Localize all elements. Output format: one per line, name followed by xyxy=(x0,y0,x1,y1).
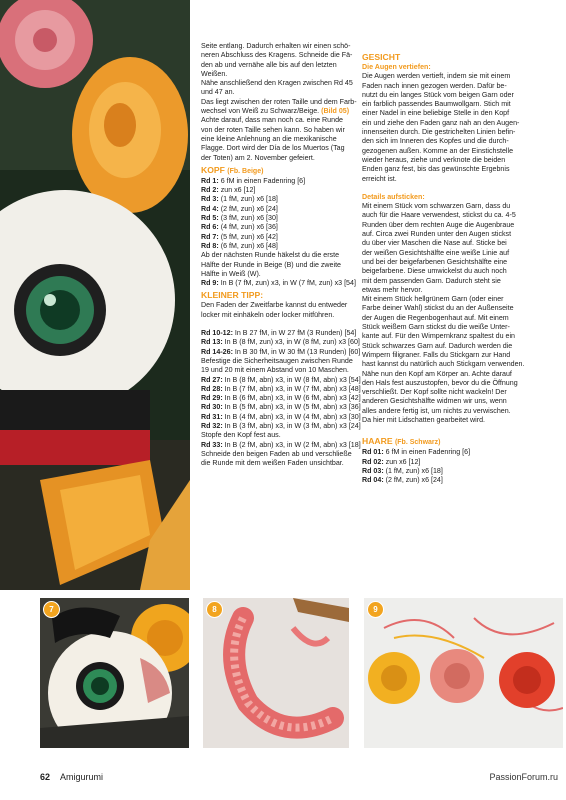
kopf-row: Rd 6: (4 fM, zun) x6 [36] xyxy=(201,223,278,232)
photo-8-art xyxy=(203,598,349,748)
details-line: alles andere fertig ist, um nichts zu verwischen. xyxy=(362,406,511,415)
details-line: du über vier Maschen die Nase auf. Sticke bei xyxy=(362,239,507,248)
augen-line: Faden nach innen gezogen werden. Dafür be- xyxy=(362,81,507,90)
hero-photo xyxy=(0,0,190,590)
intro-line: der Toten) am 2. November gefeiert. xyxy=(201,153,315,162)
haare-row: Rd 01: 6 fM in einen Fadenring [6] xyxy=(362,448,471,457)
details-line: der weißen Gesichtshälfte eine weiße Linie auf xyxy=(362,248,510,257)
intro-line: von der roten Taille sehen kann. So haben wir xyxy=(201,125,345,134)
photo-7 xyxy=(40,598,189,748)
gesicht-heading: GESICHT xyxy=(362,52,401,62)
augen-line: nutzt du ein langes Stück vom beigen Garn oder xyxy=(362,90,514,99)
augen-line: ein farblich passendes Baumwollgarn. Stich mit xyxy=(362,100,511,109)
footer-magazine: Amigurumi xyxy=(60,772,104,782)
kopf-row: Rd 7: (5 fM, zun) x6 [42] xyxy=(201,232,278,241)
details-line: beigefarbene. Diese umwickelst du auch noch xyxy=(362,267,507,276)
photo-badge-9: 9 xyxy=(367,601,384,618)
eyes-note: 19 und 20 mit einem Abstand von 10 Maschen. xyxy=(201,366,349,375)
intro-line: Nähe anschließend den Kragen zwischen Rd 45 xyxy=(201,79,353,88)
details-line: mit dem passenden Garn. Dadurch steht sie xyxy=(362,276,501,285)
photo-9 xyxy=(364,598,563,748)
augen-subheading: Die Augen vertiefen: xyxy=(362,63,431,71)
photo-badge-8: 8 xyxy=(206,601,223,618)
kopf-row: Rd 9: In B (7 fM, zun) x3, in W (7 fM, zun) x3 [54] xyxy=(201,279,356,288)
image-reference: (Bild 05) xyxy=(321,107,350,116)
intro-line: den ab und vernähe alle bis auf den letzten Weißen. xyxy=(201,60,337,78)
kopf-note: Hälfte in Weiß (W). xyxy=(201,269,261,278)
haare-row: Rd 02: zun x6 [12] xyxy=(362,457,421,466)
kopf-row: Rd 5: (3 fM, zun) x6 [30] xyxy=(201,214,278,223)
kopf-row: Rd 14-26: In B 30 fM, in W 30 fM (13 Runden) [60] xyxy=(201,347,361,356)
augen-line: erreicht ist. xyxy=(362,174,397,183)
intro-line: Achte darauf, dass man noch ca. eine Runde xyxy=(201,116,343,125)
details-line: den Hals fest auszustopfen, bevor du die Öffnung xyxy=(362,378,518,387)
intro-line: eine kleine Anlehnung an die mexikanische xyxy=(201,134,337,143)
hero-photo-art xyxy=(0,0,190,590)
intro-line: wechsel von Weiß zu Schwarz/Beige. (Bild 05) xyxy=(201,107,350,116)
left-column xyxy=(201,42,361,468)
photo-8 xyxy=(203,598,349,748)
details-line: Mit einem Stück vom schwarzen Garn, dass du xyxy=(362,202,511,211)
augen-line: Enden ganz fest, bis das gewünschte Ergebnis xyxy=(362,165,510,174)
kopf-heading: KOPF (Fb. Beige) xyxy=(201,164,264,175)
kopf-row: Rd 33: In B (2 fM, abn) x3, in W (2 fM, abn) x3 [18] xyxy=(201,440,361,449)
footer-page-number: 62 xyxy=(40,772,51,782)
haare-heading: HAARE (Fb. Schwarz) xyxy=(362,436,441,447)
photo-9-art xyxy=(364,598,563,748)
haare-row: Rd 03: (1 fM, zun) x6 [18] xyxy=(362,466,443,475)
kopf-row: Rd 32: In B (3 fM, abn) x3, in W (3 fM, abn) x3 [24] xyxy=(201,421,361,430)
right-column xyxy=(362,50,562,485)
tipp-line: Den Faden der Zweitfarbe kannst du entweder xyxy=(201,301,348,310)
details-line: hast kannst du natürlich auch Stickgarn verwenden. xyxy=(362,360,525,369)
details-line: Stück weißem Garn stickst du die weiße Unter- xyxy=(362,323,510,332)
details-line: kante auf. Für den Wimpernkranz spaltest du ein xyxy=(362,332,515,341)
tipp-heading: KLEINER TIPP: xyxy=(201,290,264,301)
kopf-row: Rd 2: zun x6 [12] xyxy=(201,186,256,195)
augen-line: gezogenen außen. Komme an der Einstichstelle xyxy=(362,146,514,155)
haare-row: Rd 04: (2 fM, zun) x6 [24] xyxy=(362,476,443,485)
kopf-row: Rd 29: In B (6 fM, abn) x3, in W (6 fM, abn) x3 [42] xyxy=(201,394,361,403)
augen-line: einer Nadel in eine beliebige Stelle in den Kopf xyxy=(362,109,510,118)
kopf-note: Hälfte der Runde in Beige (B) und die zweite xyxy=(201,260,341,269)
details-line: und bei der beigefarbenen Gesichtshälfte eine xyxy=(362,257,508,266)
kopf-row: Rd 31: In B (4 fM, abn) x3, in W (4 fM, abn) x3 [30] xyxy=(201,412,361,421)
photo-7-art xyxy=(40,598,189,748)
details-subheading: Details aufsticken: xyxy=(362,192,425,201)
eyes-note: Befestige die Sicherheitsaugen zwischen Runde xyxy=(201,356,353,365)
augen-line: den sich im Inneren des Kopfes und die durch- xyxy=(362,137,509,146)
intro-line: Flagge. Dort wird der Día de los Muertos (Tag xyxy=(201,144,345,153)
kopf-row: Rd 27: In B (8 fM, abn) x3, in W (8 fM, abn) x3 [54] xyxy=(201,375,361,384)
details-line: Da hier mit Lidschatten gearbeitet wird. xyxy=(362,415,486,424)
augen-line: Die Augen werden vertieft, indem sie mit einem xyxy=(362,72,511,81)
details-line: Mit einem Stück hellgrünem Garn (oder einer xyxy=(362,295,504,304)
kopf-row: Rd 30: In B (5 fM, abn) x3, in W (5 fM, abn) x3 [36] xyxy=(201,403,361,412)
details-line: der Augen die Regenbogenhaut auf. Mit einem xyxy=(362,313,509,322)
augen-line: innenseiten durch. Die gestrichelten Linien befin- xyxy=(362,128,516,137)
details-line: auf. Circa zwei Runden unter den Augen stickst xyxy=(362,230,512,239)
kopf-row: Rd 3: (1 fM, zun) x6 [18] xyxy=(201,195,278,204)
kopf-row: Rd 28: In B (7 fM, abn) x3, in W (7 fM, abn) x3 [48] xyxy=(201,384,361,393)
intro-line: Seite entlang. Dadurch erhalten wir einen schö- xyxy=(201,42,351,50)
stuff-note: Stopfe den Kopf fest aus. xyxy=(201,431,281,440)
end-note: die Runde mit dem weißen Faden unsichtbar. xyxy=(201,459,344,468)
details-line: anderen Gesichtshälfte widmen wir uns, wenn xyxy=(362,397,507,406)
intro-line: Das liegt zwischen der roten Taille und dem Farb- xyxy=(201,97,357,106)
kopf-row: Rd 10-12: In B 27 fM, in W 27 fM (3 Runden) [54] xyxy=(201,329,357,338)
kopf-note: Ab der nächsten Runde häkelst du die erste xyxy=(201,251,340,260)
details-line: Wimpern filigraner. Falls du Stickgarn zur Hand xyxy=(362,350,511,359)
augen-line: ein und ziehe den Faden ganz nah an den Augen- xyxy=(362,118,520,127)
end-note: Schneide den beigen Faden ab und verschließe xyxy=(201,449,352,458)
details-line: Runden über dem rechten Auge die Augenbraue xyxy=(362,220,515,229)
footer-watermark: PassionForum.ru xyxy=(489,772,558,782)
details-line: Stück schwarzes Garn auf. Dadurch werden die xyxy=(362,341,513,350)
augen-line: wieder heraus, ziehe und verknote die beiden xyxy=(362,155,506,164)
details-line: Farbe deiner Wahl) stickst du an der Außenseite xyxy=(362,304,514,313)
photo-badge-7: 7 xyxy=(43,601,60,618)
details-line: verschließt. Der Kopf sollte nicht wackeln! Der xyxy=(362,388,507,397)
details-line: etwas mehr hervor. xyxy=(362,285,423,294)
tipp-line: locker mit einhäkeln oder locker mitführen. xyxy=(201,310,335,319)
kopf-row: Rd 13: In B (8 fM, zun) x3, in W (8 fM, zun) x3 [60] xyxy=(201,338,360,347)
intro-line: und 47 an. xyxy=(201,88,235,97)
intro-line: neren Abschluss des Kragens. Schneide die Fä- xyxy=(201,51,353,60)
kopf-row: Rd 8: (6 fM, zun) x6 [48] xyxy=(201,241,278,250)
kopf-row: Rd 1: 6 fM in einen Fadenring [6] xyxy=(201,176,306,185)
details-line: Nähe nun den Kopf am Körper an. Achte darauf xyxy=(362,369,512,378)
details-line: auch für die Haare verwendest, stickst du ca. 4-5 xyxy=(362,211,516,220)
kopf-row: Rd 4: (2 fM, zun) x6 [24] xyxy=(201,204,278,213)
